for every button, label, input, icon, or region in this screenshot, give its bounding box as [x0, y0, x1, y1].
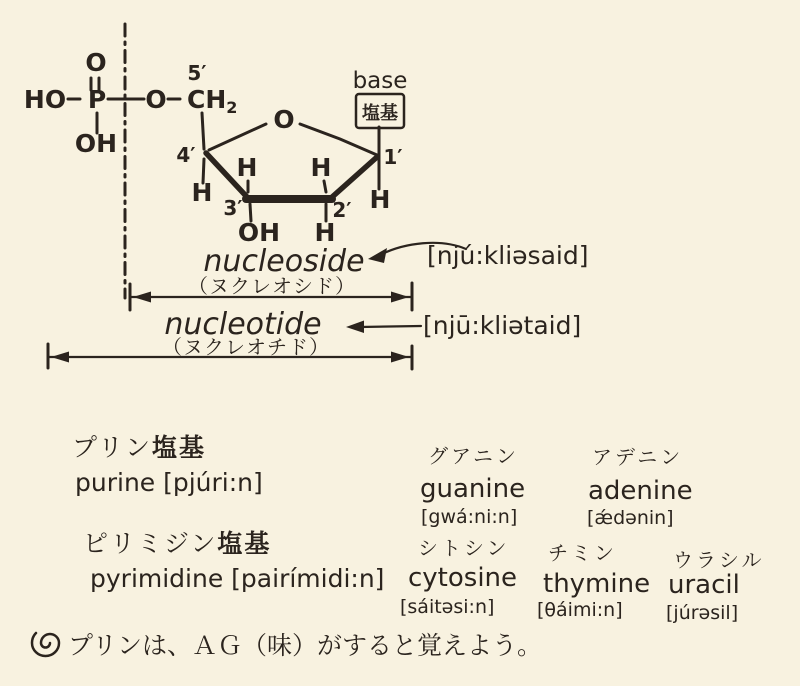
guanine-kana-label: グアニン — [428, 444, 519, 468]
base-english-label: base — [352, 68, 408, 94]
thymine-kana-label: チミン — [548, 541, 617, 565]
sugar-ring — [176, 105, 402, 247]
c2-h-top-bond — [324, 181, 326, 192]
adenine-entry — [587, 445, 693, 529]
ch2-label — [187, 85, 237, 117]
guanine-ipa-label: [gwá:ni:n] — [421, 506, 518, 528]
nucleoside-kana-label: （ヌクレオシド） — [188, 274, 356, 298]
nucleotide-pointer-arrowhead — [346, 321, 364, 334]
phosphorus-label: P — [87, 85, 107, 114]
nucleoside-ipa-label: [njú:kliəsaid] — [427, 241, 589, 270]
thymine-entry — [537, 541, 650, 621]
thymine-name-label: thymine — [543, 569, 651, 599]
nucleoside-label: nucleoside — [203, 244, 365, 279]
nucleotide-span-left-arrowhead — [51, 352, 69, 363]
carbon3-label: 3′ — [223, 196, 243, 220]
uracil-name-label: uracil — [668, 570, 740, 600]
cytosine-name-label: cytosine — [408, 563, 518, 593]
carbon4-label: 4′ — [176, 143, 196, 167]
ester-oxygen-label: O — [145, 85, 167, 114]
adenine-ipa-label: [ǽdənin] — [587, 507, 674, 529]
ring-oxygen-label: O — [273, 105, 295, 134]
guanine-entry — [420, 444, 525, 528]
nucleoside-section — [130, 241, 588, 310]
phosphate-oh-label: OH — [74, 129, 118, 158]
nucleoside-pointer-arrowhead — [368, 248, 387, 263]
phosphate-double-bond-oxygen-label: O — [85, 48, 107, 77]
ch2-main: CH — [187, 85, 227, 114]
c3-h-label: H — [236, 153, 258, 182]
c3-oh-label: OH — [237, 218, 281, 247]
pyrimidine-name-ipa-label: pyrimidine [pairímidi:n] — [90, 564, 385, 593]
cytosine-entry — [400, 536, 517, 618]
c4-h-label: H — [191, 178, 213, 207]
pyrimidine-group — [83, 529, 384, 593]
nucleotide-ipa-label: [njū:kliətaid] — [423, 311, 582, 340]
ch2-subscript: 2 — [226, 98, 238, 117]
thymine-ipa-label: [θáimi:n] — [537, 599, 623, 621]
c2-h-top-label: H — [310, 153, 332, 182]
nucleoside-span-right-arrowhead — [391, 292, 409, 303]
nucleotide-section — [48, 307, 581, 369]
c2-h-bottom-label: H — [314, 218, 336, 247]
purine-group — [72, 433, 263, 497]
guanine-name-label: guanine — [420, 474, 526, 504]
phosphate-ho-label: HO — [23, 85, 67, 114]
base-box-group — [353, 68, 408, 128]
purine-group-jp-label — [72, 433, 206, 462]
cytosine-ipa-label: [sáitəsi:n] — [400, 596, 495, 618]
pyrimidine-kana: ピリミジン — [83, 529, 218, 558]
nucleotide-pointer-arrow — [360, 326, 421, 327]
uracil-kana-label: ウラシル — [673, 548, 765, 572]
adenine-name-label: adenine — [588, 476, 693, 506]
ring-c4-o-bond — [209, 124, 266, 150]
cytosine-kana-label: シトシン — [418, 536, 510, 560]
carbon1-label: 1′ — [383, 145, 403, 169]
spiral-mark-icon — [32, 633, 59, 656]
phosphate-group — [24, 48, 238, 158]
pyrimidine-suffix-kanji: 塩基 — [217, 529, 272, 558]
purine-kana: プリン — [72, 433, 153, 462]
nucleotide-span-right-arrowhead — [391, 352, 409, 363]
ch2-c4-bond — [202, 113, 204, 149]
base-kanji-label: 塩基 — [362, 103, 398, 124]
mnemonic-note-section — [32, 631, 542, 660]
uracil-entry — [666, 548, 765, 624]
nucleotide-kana-label: （ヌクレオチド） — [162, 335, 330, 359]
purine-name-ipa-label: purine [pjúri:n] — [75, 468, 263, 497]
c1-h-label: H — [369, 185, 391, 214]
adenine-kana-label: アデニン — [592, 445, 684, 469]
mnemonic-note-text: プリンは、ＡＧ（味）がすると覚えよう。 — [68, 631, 543, 660]
carbon2-label: 2′ — [332, 198, 352, 222]
pyrimidine-group-jp-label — [83, 529, 271, 558]
purine-suffix-kanji: 塩基 — [152, 433, 207, 462]
carbon5-label: 5′ — [187, 61, 207, 85]
nucleotide-label: nucleotide — [164, 307, 322, 342]
uracil-ipa-label: [júrəsil] — [666, 602, 739, 624]
nucleoside-span-left-arrowhead — [133, 292, 151, 303]
